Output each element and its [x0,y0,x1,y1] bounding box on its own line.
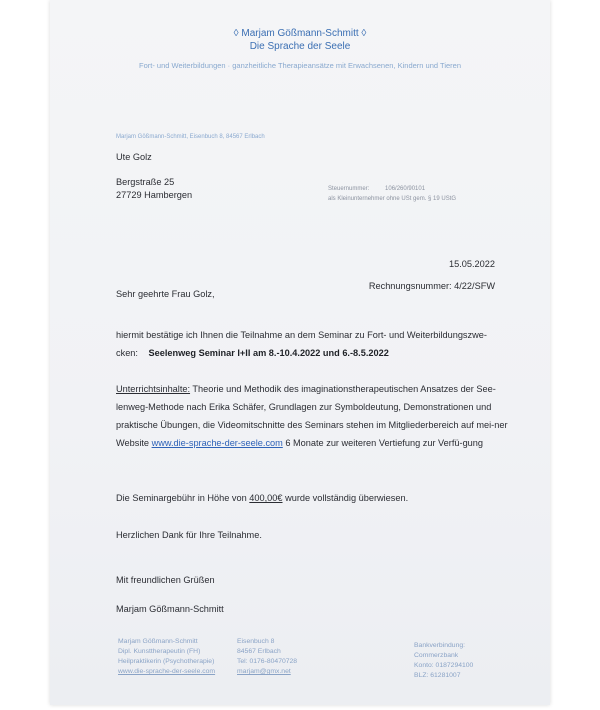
letter-date: 15.05.2022 [449,259,495,269]
letterhead-tagline: Fort- und Weiterbildungen · ganzheitliche Therapieansätze mit Erwachsenen, Kindern und Tieren [139,61,461,70]
course-content-paragraph [116,380,516,452]
footer-contact [118,637,215,677]
course-content-text-end: 6 Monate zur weiteren Vertiefung zur Verfü-gung [282,438,484,448]
seminar-title: Seelenweg Seminar I+II am 8.-10.4.2022 und 6.-8.5.2022 [148,348,389,358]
sender-return-line: Marjam Gößmann-Schmitt, Eisenbuch 8, 84567 Erlbach [116,134,265,140]
invoice-number: Rechnungsnummer: 4/22/SFW [368,281,495,291]
fee-line [116,493,408,503]
confirmation-line-2 [116,348,389,358]
tax-number-label: Steuernummer: [328,186,370,192]
footer-bank-account: Konto: 0187294100 [414,662,474,669]
footer-address [237,637,297,677]
confirmation-prefix: cken: [116,348,138,358]
letter-page [50,0,550,705]
website-link[interactable]: www.die-sprache-der-seele.com [151,438,283,448]
course-content-text: Theorie und Methodik des imaginationstherapeutischen Ansatzes der See-lenweg-Methode nach Erika Schäfer, Grundlagen zur Symboldeutung, Demonstrationen und praktische Übungen, die Videomitschnitte des Seminars stehen im Mitgliederbereich auf mei-ner Website [116,384,508,448]
fee-suffix: wurde vollständig überwiesen. [282,493,409,503]
footer-bank-name: Commerzbank [414,652,459,659]
footer-email[interactable]: marjam@gmx.net [237,668,291,675]
footer-website[interactable]: www.die-sprache-der-seele.com [118,668,216,675]
footer-bank-code: BLZ: 61281007 [414,672,461,679]
footer-phone: Tel: 0176-80470728 [237,658,298,665]
signature-name: Marjam Gößmann-Schmitt [116,604,224,614]
recipient-street: Bergstraße 25 [116,177,175,187]
letterhead-subtitle: Die Sprache der Seele [249,41,351,52]
footer-street: Eisenbuch 8 [237,638,275,645]
footer-city: 84567 Erlbach [237,648,281,655]
fee-prefix: Die Seminargebühr in Höhe von [116,493,250,503]
salutation: Sehr geehrte Frau Golz, [116,289,215,299]
tax-note: als Kleinunternehmer ohne USt gem. § 19 UStG [328,196,457,202]
recipient-city: 27729 Hambergen [116,190,193,200]
course-content-label: Unterrichtsinhalte: [116,384,191,394]
letterhead-name: ◊ Marjam Gößmann-Schmitt ◊ [233,28,367,39]
fee-amount: 400,00€ [249,493,283,503]
tax-number-value: 106/260/90101 [385,186,426,192]
confirmation-line-1: hiermit bestätige ich Ihnen die Teilnahme an dem Seminar zu Fort- und Weiterbildungszwe- [116,330,487,340]
recipient-name: Ute Golz [116,152,152,162]
footer-bank [414,641,473,681]
footer-title: Dipl. Kunsttherapeutin (FH) [118,648,201,655]
tax-number [328,186,425,192]
closing: Mit freundlichen Grüßen [116,575,215,585]
thanks-line: Herzlichen Dank für Ihre Teilnahme. [116,530,262,540]
footer-name: Marjam Gößmann-Schmitt [118,638,198,645]
footer-bank-label: Bankverbindung: [414,642,466,649]
footer-profession: Heilpraktikerin (Psychotherapie) [118,658,215,665]
